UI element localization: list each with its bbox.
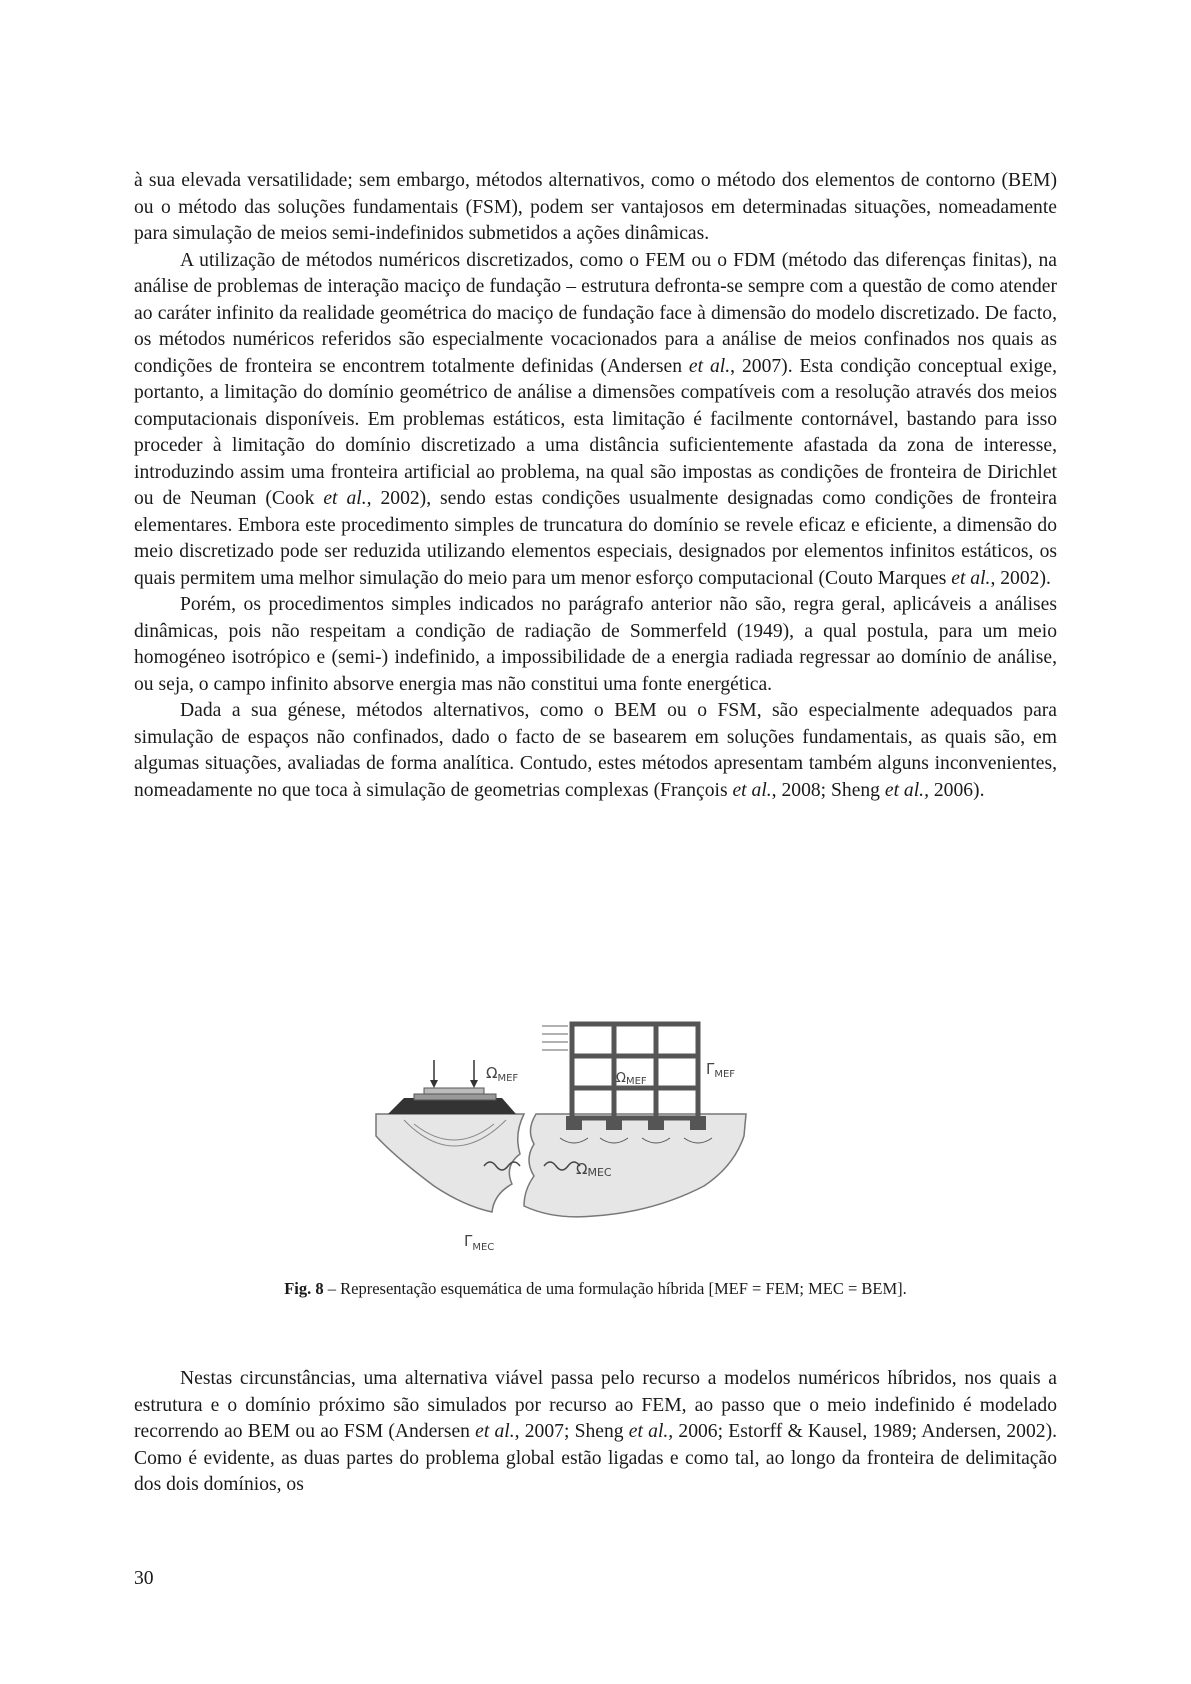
label-gamma-mef: $\Gamma_{MEF}$ xyxy=(706,1060,736,1080)
body-text-top xyxy=(134,168,1057,804)
wind-load-arrows xyxy=(542,1026,568,1050)
page-number: 30 xyxy=(134,1568,154,1589)
rail-slab xyxy=(414,1094,496,1100)
label-gamma-mec: $\Gamma_{MEC}$ xyxy=(464,1232,495,1253)
paragraph-3: Porém, os procedimentos simples indicados no parágrafo anterior não são, regra geral, aplicáveis a análises dinâmicas, pois não respeitam a condição de radiação de Sommerfeld (1949), a qual postula, para um meio homogéneo isotrópico e (semi-) indefinido, a impossibilidade de a energia radiada regressar ao domínio de análise, ou seja, o campo infinito absorve energia mas não constitui uma fonte energética. xyxy=(134,594,1057,695)
soil-right-domain xyxy=(524,1114,746,1217)
soil-left-domain xyxy=(376,1114,524,1212)
hybrid-model-diagram xyxy=(374,1016,808,1264)
label-omega-mef-left: $\Omega_{MEF}$ xyxy=(486,1064,519,1084)
load-arrow-head-1 xyxy=(430,1080,438,1088)
body-text-bottom xyxy=(134,1366,1057,1499)
label-omega-mec: ΩMEC xyxy=(576,1160,612,1179)
caption-text: – Representação esquemática de uma formulação híbrida [MEF = FEM; MEC = BEM]. xyxy=(323,1279,907,1298)
load-arrow-head-2 xyxy=(470,1080,478,1088)
figure-caption xyxy=(134,1278,1057,1300)
rail-vehicle xyxy=(424,1088,484,1094)
label-omega-mef-building: ΩMEF xyxy=(616,1071,647,1087)
paragraph-2: A utilização de métodos numéricos discretizados, como o FEM ou o FDM (método das diferenças finitas), na análise de problemas de interação maciço de fundação – estrutura defronta-se sempre com a questão de como atender ao caráter infinito da realidade geométrica do maciço de fundação face à dimensão do modelo discretizado. De facto, os métodos numéricos referidos são especialmente vocacionados para a análise de meios confinados nos quais as condições de fronteira se encontrem totalmente definidas (Andersen et al., 2007). Esta condição conceptual exige, portanto, a limitação do domínio geométrico de análise a dimensões compatíveis com a resolução através dos meios computacionais disponíveis. Em problemas estáticos, esta limitação é facilmente contornável, bastando para isso proceder à limitação do domínio discretizado a uma distância suficientemente afastada da zona de interesse, introduzindo assim uma fronteira artificial ao problema, na qual são impostas as condições de fronteira de Dirichlet ou de Neuman (Cook et al., 2002), sendo estas condições usualmente designadas como condições de fronteira elementares. Embora este procedimento simples de truncatura do domínio se revele eficaz e eficiente, a dimensão do meio discretizado pode ser reduzida utilizando elementos especiais, designados por elementos infinitos estáticos, os quais permitem uma melhor simulação do meio para um menor esforço computacional (Couto Marques et al., 2002). xyxy=(134,249,1058,589)
building-frame xyxy=(572,1024,698,1118)
paragraph-1: à sua elevada versatilidade; sem embargo, métodos alternativos, como o método dos elementos de contorno (BEM) ou o método das soluções fundamentais (FSM), podem ser vantajosos em determinadas situações, nomeadamente para simulação de meios semi-indefinidos submetidos a ações dinâmicas. xyxy=(134,170,1057,244)
figure-hybrid-model xyxy=(374,1016,808,1264)
caption-label: Fig. 8 xyxy=(284,1279,324,1298)
paragraph-5: Nestas circunstâncias, uma alternativa viável passa pelo recurso a modelos numéricos híbridos, nos quais a estrutura e o domínio próximo são simulados por recurso ao FEM, ao passo que o meio indefinido é modelado recorrendo ao BEM ou ao FSM (Andersen et al., 2007; Sheng et al., 2006; Estorff & Kausel, 1989; Andersen, 2002). Como é evidente, as duas partes do problema global estão ligadas e como tal, ao longo da fronteira de delimitação dos dois domínios, os xyxy=(134,1368,1058,1495)
paragraph-4: Dada a sua génese, métodos alternativos, como o BEM ou o FSM, são especialmente adequados para simulação de espaços não confinados, dado o facto de se basearem em soluções fundamentais, as quais são, em algumas situações, avaliadas de forma analítica. Contudo, estes métodos apresentam também alguns inconvenientes, nomeadamente no que toca à simulação de geometrias complexas (François et al., 2008; Sheng et al., 2006). xyxy=(134,700,1057,801)
